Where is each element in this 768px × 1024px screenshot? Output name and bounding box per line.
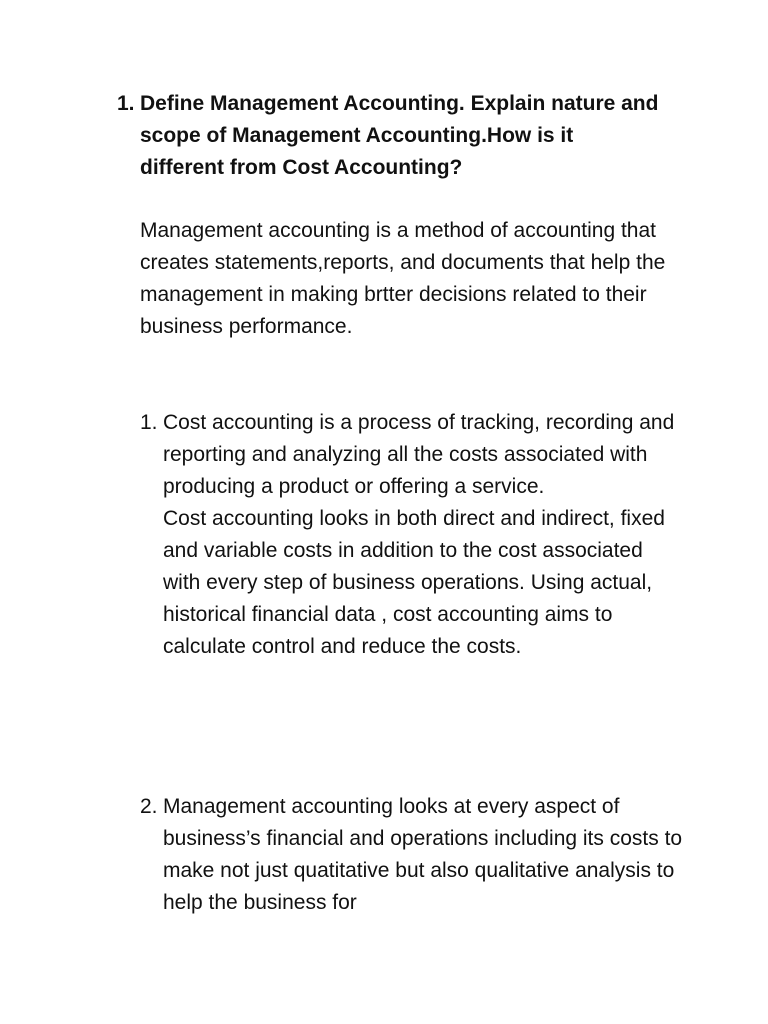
- list-item-row: [140, 791, 685, 919]
- list-item-body: [163, 791, 683, 919]
- list-item-row: [140, 407, 685, 663]
- question-row: [117, 88, 677, 184]
- question-number: 1.: [117, 92, 135, 115]
- list-item: [140, 407, 685, 663]
- question-heading: [117, 88, 677, 184]
- intro-paragraph: Management accounting is a method of accounting that creates statements,reports, and documents that help the management in making brtter decisions related to their business performance.: [140, 219, 666, 338]
- list-item-body: [163, 407, 683, 663]
- list-item-paragraph: Management accounting looks at every aspect of business’s financial and operations including its costs to make not just quatitative but also qualitative analysis to help the business for: [163, 795, 683, 914]
- list-item-paragraph: Cost accounting is a process of tracking, recording and reporting and analyzing all the costs associated with producing a product or offering a service.: [163, 411, 675, 498]
- list-item-paragraph: Cost accounting looks in both direct and indirect, fixed and variable costs in addition to the cost associated with every step of business operations. Using actual, historical financial data , cost accounting aims to calculate control and reduce the costs.: [163, 507, 665, 658]
- question-text: Define Management Accounting. Explain nature and scope of Management Accounting.How is it different from Cost Accounting?: [140, 92, 659, 179]
- list-item-number: 1.: [140, 411, 158, 434]
- list-item-number: 2.: [140, 795, 158, 818]
- list-item: [140, 791, 685, 919]
